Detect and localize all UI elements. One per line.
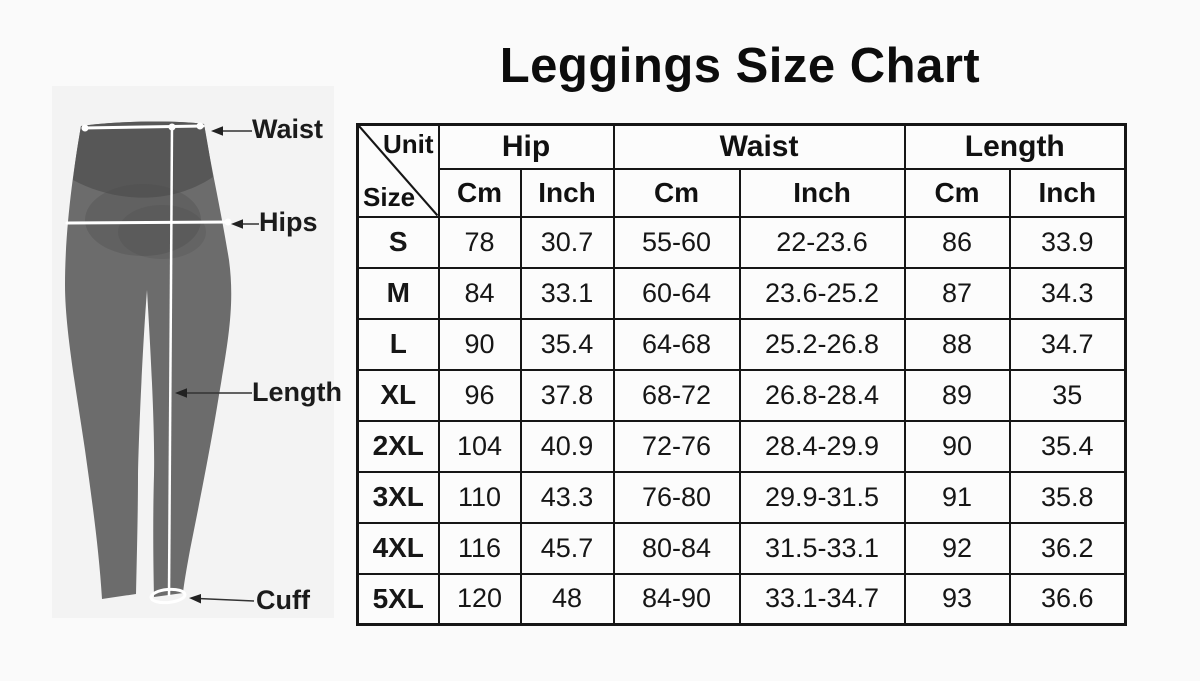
measure-label-length: Length	[252, 377, 342, 407]
waist-inch-cell: 33.1-34.7	[740, 574, 905, 625]
length-inch-cell: 33.9	[1010, 217, 1126, 268]
size-cell: 3XL	[358, 472, 439, 523]
column-group-waist: Waist	[614, 125, 905, 169]
length-inch-cell: 35.8	[1010, 472, 1126, 523]
waist-cm-cell: 64-68	[614, 319, 740, 370]
waist-inch-cell: 26.8-28.4	[740, 370, 905, 421]
hip-inch-cell: 30.7	[521, 217, 614, 268]
waist-cm-cell: 68-72	[614, 370, 740, 421]
size-cell: 4XL	[358, 523, 439, 574]
subheader-hip-inch: Inch	[521, 169, 614, 217]
hip-inch-cell: 40.9	[521, 421, 614, 472]
fabric-shading	[118, 205, 206, 259]
size-cell: 5XL	[358, 574, 439, 625]
waist-line-endpoint	[82, 125, 89, 132]
table-row	[358, 574, 1126, 625]
corner-unit-label: Unit	[382, 129, 434, 159]
length-cm-cell: 89	[905, 370, 1010, 421]
hip-cm-cell: 78	[439, 217, 521, 268]
waist-cm-cell: 60-64	[614, 268, 740, 319]
length-inch-cell: 36.6	[1010, 574, 1126, 625]
waist-cm-cell: 80-84	[614, 523, 740, 574]
hip-cm-cell: 120	[439, 574, 521, 625]
length-inch-cell: 34.3	[1010, 268, 1126, 319]
length-inch-cell: 36.2	[1010, 523, 1126, 574]
length-inch-cell: 35.4	[1010, 421, 1126, 472]
waist-inch-cell: 29.9-31.5	[740, 472, 905, 523]
hips-line-endpoint	[225, 219, 232, 226]
waist-inch-cell: 25.2-26.8	[740, 319, 905, 370]
hip-cm-cell: 116	[439, 523, 521, 574]
length-cm-cell: 91	[905, 472, 1010, 523]
length-cm-cell: 86	[905, 217, 1010, 268]
length-cm-cell: 87	[905, 268, 1010, 319]
waist-inch-cell: 23.6-25.2	[740, 268, 905, 319]
waist-cm-cell: 55-60	[614, 217, 740, 268]
length-cm-cell: 93	[905, 574, 1010, 625]
column-group-hip: Hip	[439, 125, 614, 169]
length-line-top-dot	[169, 124, 176, 131]
hip-inch-cell: 45.7	[521, 523, 614, 574]
waist-inch-cell: 31.5-33.1	[740, 523, 905, 574]
length-inch-cell: 34.7	[1010, 319, 1126, 370]
table-unit-header-row	[358, 169, 1126, 217]
subheader-waist-cm: Cm	[614, 169, 740, 217]
table-row	[358, 268, 1126, 319]
hips-measure-line	[67, 222, 230, 223]
measure-label-hips: Hips	[259, 207, 318, 237]
table-row	[358, 421, 1126, 472]
length-cm-cell: 92	[905, 523, 1010, 574]
subheader-length-inch: Inch	[1010, 169, 1126, 217]
waist-inch-cell: 28.4-29.9	[740, 421, 905, 472]
hip-cm-cell: 90	[439, 319, 521, 370]
size-cell: 2XL	[358, 421, 439, 472]
column-group-length: Length	[905, 125, 1126, 169]
length-cm-cell: 88	[905, 319, 1010, 370]
length-cm-cell: 90	[905, 421, 1010, 472]
hip-cm-cell: 104	[439, 421, 521, 472]
page-title: Leggings Size Chart	[499, 39, 981, 93]
hip-cm-cell: 84	[439, 268, 521, 319]
subheader-length-cm: Cm	[905, 169, 1010, 217]
hip-cm-cell: 96	[439, 370, 521, 421]
size-cell: M	[358, 268, 439, 319]
table-row	[358, 523, 1126, 574]
table-row	[358, 217, 1126, 268]
hip-inch-cell: 43.3	[521, 472, 614, 523]
waist-measure-line	[83, 126, 203, 128]
corner-cell	[358, 125, 439, 217]
measure-label-waist: Waist	[252, 114, 324, 144]
size-cell: S	[358, 217, 439, 268]
table-row	[358, 319, 1126, 370]
waist-line-endpoint	[197, 123, 204, 130]
hip-inch-cell: 35.4	[521, 319, 614, 370]
table-row	[358, 472, 1126, 523]
hip-inch-cell: 33.1	[521, 268, 614, 319]
size-chart-table	[356, 123, 1127, 626]
measure-label-cuff: Cuff	[256, 585, 310, 615]
hip-cm-cell: 110	[439, 472, 521, 523]
table-row	[358, 370, 1126, 421]
waist-cm-cell: 76-80	[614, 472, 740, 523]
table-group-header-row	[358, 125, 1126, 169]
waist-cm-cell: 72-76	[614, 421, 740, 472]
size-cell: L	[358, 319, 439, 370]
leggings-diagram	[40, 80, 340, 625]
subheader-hip-cm: Cm	[439, 169, 521, 217]
length-inch-cell: 35	[1010, 370, 1126, 421]
hip-inch-cell: 48	[521, 574, 614, 625]
corner-size-label: Size	[363, 181, 416, 212]
size-cell: XL	[358, 370, 439, 421]
waist-inch-cell: 22-23.6	[740, 217, 905, 268]
subheader-waist-inch: Inch	[740, 169, 905, 217]
waist-cm-cell: 84-90	[614, 574, 740, 625]
hip-inch-cell: 37.8	[521, 370, 614, 421]
